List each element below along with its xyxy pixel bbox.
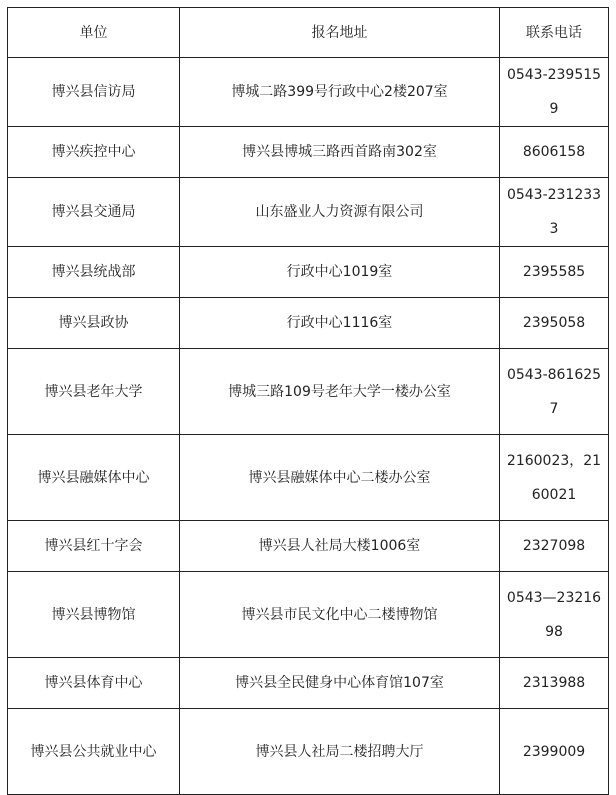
phone-cell: 0543-8616257 [500, 349, 609, 435]
registration-table [7, 7, 609, 795]
unit-cell: 博兴县体育中心 [8, 658, 180, 709]
address-cell: 博兴县人社局二楼招聘大厅 [180, 709, 500, 795]
address-cell: 博兴县全民健身中心体育馆107室 [180, 658, 500, 709]
unit-cell: 博兴疾控中心 [8, 127, 180, 178]
phone-cell: 8606158 [500, 127, 609, 178]
table-row [8, 58, 609, 127]
table-row [8, 178, 609, 247]
address-cell: 博兴县人社局大楼1006室 [180, 521, 500, 572]
address-cell: 博城二路399号行政中心2楼207室 [180, 58, 500, 127]
phone-cell: 0543-2395159 [500, 58, 609, 127]
unit-cell: 博兴县政协 [8, 298, 180, 349]
address-cell: 行政中心1019室 [180, 247, 500, 298]
phone-cell: 0543-2312333 [500, 178, 609, 247]
header-row [8, 8, 609, 58]
address-cell: 博城三路109号老年大学一楼办公室 [180, 349, 500, 435]
table-row [8, 435, 609, 521]
table-row [8, 709, 609, 795]
phone-cell: 2327098 [500, 521, 609, 572]
table-row [8, 349, 609, 435]
phone-cell: 2395585 [500, 247, 609, 298]
table-row [8, 572, 609, 658]
unit-cell: 博兴县公共就业中心 [8, 709, 180, 795]
address-cell: 行政中心1116室 [180, 298, 500, 349]
address-cell: 博兴县融媒体中心二楼办公室 [180, 435, 500, 521]
table-row [8, 521, 609, 572]
unit-cell: 博兴县统战部 [8, 247, 180, 298]
phone-cell: 2160023，2160021 [500, 435, 609, 521]
phone-cell: 2395058 [500, 298, 609, 349]
header-phone: 联系电话 [500, 8, 609, 58]
unit-cell: 博兴县老年大学 [8, 349, 180, 435]
table-row [8, 658, 609, 709]
unit-cell: 博兴县交通局 [8, 178, 180, 247]
phone-cell: 2399009 [500, 709, 609, 795]
header-address: 报名地址 [180, 8, 500, 58]
address-cell: 博兴县博城三路西首路南302室 [180, 127, 500, 178]
header-unit: 单位 [8, 8, 180, 58]
unit-cell: 博兴县信访局 [8, 58, 180, 127]
unit-cell: 博兴县红十字会 [8, 521, 180, 572]
table-row [8, 127, 609, 178]
phone-cell: 0543—2321698 [500, 572, 609, 658]
phone-cell: 2313988 [500, 658, 609, 709]
table-row [8, 247, 609, 298]
address-cell: 博兴县市民文化中心二楼博物馆 [180, 572, 500, 658]
unit-cell: 博兴县博物馆 [8, 572, 180, 658]
unit-cell: 博兴县融媒体中心 [8, 435, 180, 521]
address-cell: 山东盛业人力资源有限公司 [180, 178, 500, 247]
table-row [8, 298, 609, 349]
